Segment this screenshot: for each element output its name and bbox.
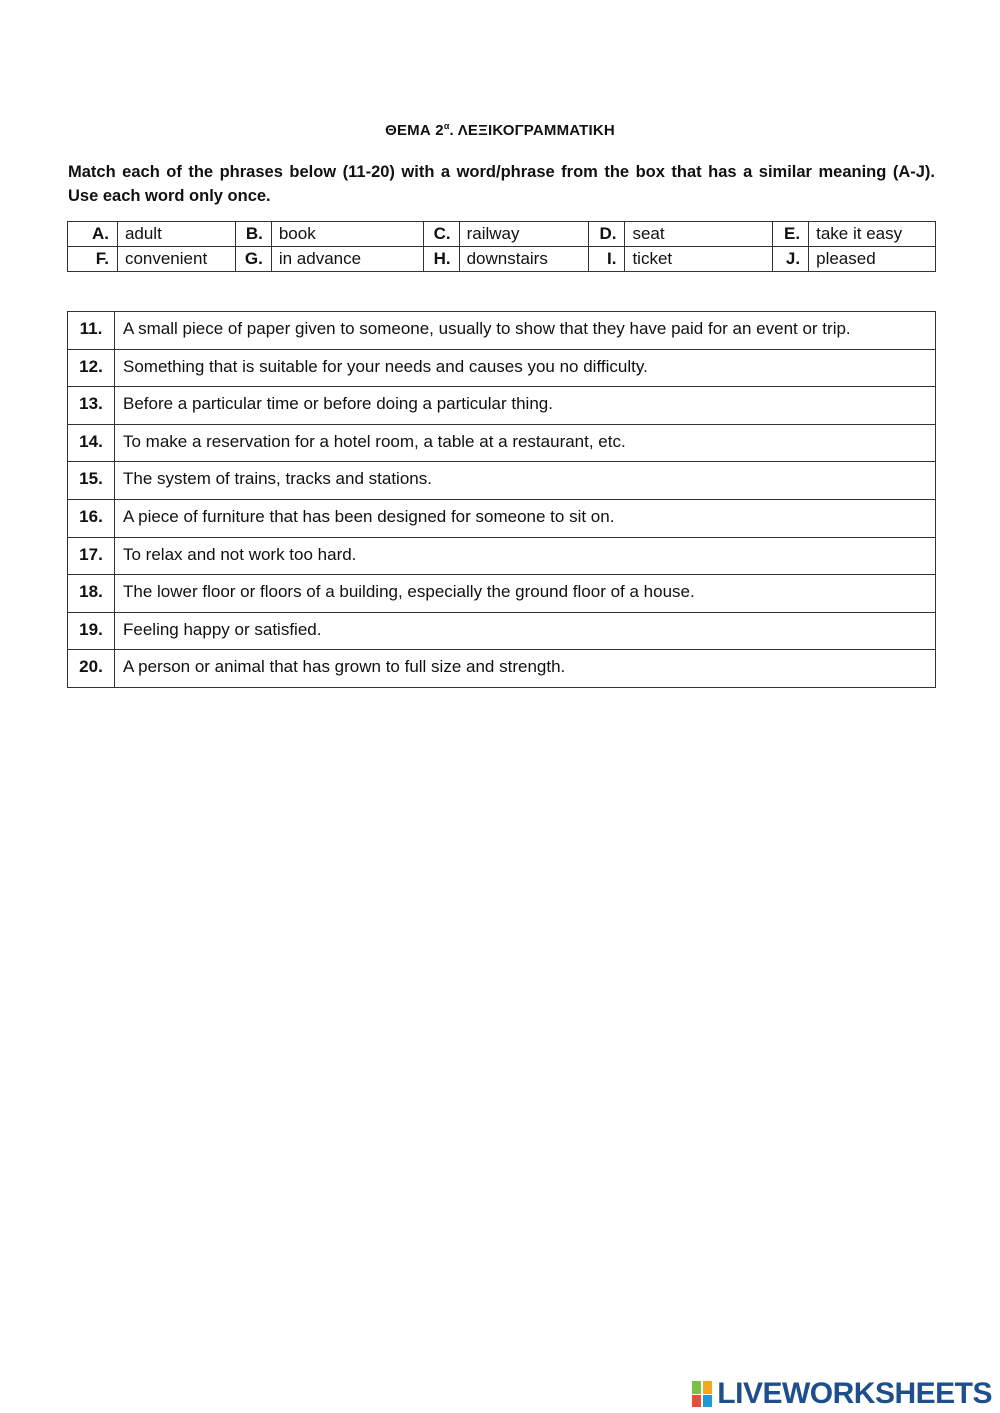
word-option: pleased: [809, 247, 936, 272]
definition-text: The system of trains, tracks and stations.: [115, 462, 936, 500]
definition-row: [68, 424, 936, 462]
word-option: take it easy: [809, 222, 936, 247]
definition-text: The lower floor or floors of a building, especially the ground floor of a house.: [115, 575, 936, 613]
word-box-row: [68, 222, 936, 247]
word-option: downstairs: [459, 247, 589, 272]
word-letter: G.: [235, 247, 271, 272]
worksheet-title: [0, 121, 1000, 139]
definition-row: [68, 575, 936, 613]
word-letter: H.: [423, 247, 459, 272]
word-letter: A.: [68, 222, 118, 247]
definition-row: [68, 499, 936, 537]
word-box: [67, 221, 936, 272]
definition-row: [68, 349, 936, 387]
word-option: railway: [459, 222, 589, 247]
title-suffix: . ΛΕΞΙΚΟΓΡΑΜΜΑΤΙΚΗ: [449, 122, 615, 139]
definition-number: 18.: [68, 575, 115, 613]
definition-text: Something that is suitable for your needs and causes you no difficulty.: [115, 349, 936, 387]
word-option: in advance: [271, 247, 423, 272]
definition-number: 13.: [68, 387, 115, 425]
word-letter: E.: [773, 222, 809, 247]
definition-text: A small piece of paper given to someone, usually to show that they have paid for an event or trip.: [115, 312, 936, 350]
word-box-row: [68, 247, 936, 272]
word-letter: D.: [589, 222, 625, 247]
title-prefix: ΘΕΜΑ 2: [385, 122, 444, 139]
definition-number: 11.: [68, 312, 115, 350]
definition-row: [68, 612, 936, 650]
definition-row: [68, 650, 936, 688]
word-option: seat: [625, 222, 773, 247]
title-superscript: α: [443, 121, 450, 131]
definition-number: 15.: [68, 462, 115, 500]
definition-row: [68, 537, 936, 575]
definition-number: 20.: [68, 650, 115, 688]
definition-number: 17.: [68, 537, 115, 575]
liveworksheets-logo-icon: [692, 1381, 714, 1407]
definition-row: [68, 387, 936, 425]
word-option: adult: [117, 222, 235, 247]
liveworksheets-logo: [692, 1378, 992, 1410]
definition-text: Feeling happy or satisfied.: [115, 612, 936, 650]
definition-text: A person or animal that has grown to full size and strength.: [115, 650, 936, 688]
word-letter: F.: [68, 247, 118, 272]
word-letter: B.: [235, 222, 271, 247]
definition-text: To make a reservation for a hotel room, a table at a restaurant, etc.: [115, 424, 936, 462]
definitions-table: [67, 311, 936, 688]
word-option: book: [271, 222, 423, 247]
definition-number: 12.: [68, 349, 115, 387]
logo-text: LIVEWORKSHEETS: [717, 1377, 992, 1410]
word-option: ticket: [625, 247, 773, 272]
word-letter: J.: [773, 247, 809, 272]
definition-text: A piece of furniture that has been designed for someone to sit on.: [115, 499, 936, 537]
instructions: Match each of the phrases below (11-20) with a word/phrase from the box that has a similar meaning (A-J). Use each word only once.: [68, 163, 935, 205]
word-option: convenient: [117, 247, 235, 272]
word-letter: C.: [423, 222, 459, 247]
definition-text: Before a particular time or before doing a particular thing.: [115, 387, 936, 425]
definition-row: [68, 312, 936, 350]
word-letter: I.: [589, 247, 625, 272]
definition-number: 19.: [68, 612, 115, 650]
definition-text: To relax and not work too hard.: [115, 537, 936, 575]
definition-number: 16.: [68, 499, 115, 537]
definition-number: 14.: [68, 424, 115, 462]
definition-row: [68, 462, 936, 500]
